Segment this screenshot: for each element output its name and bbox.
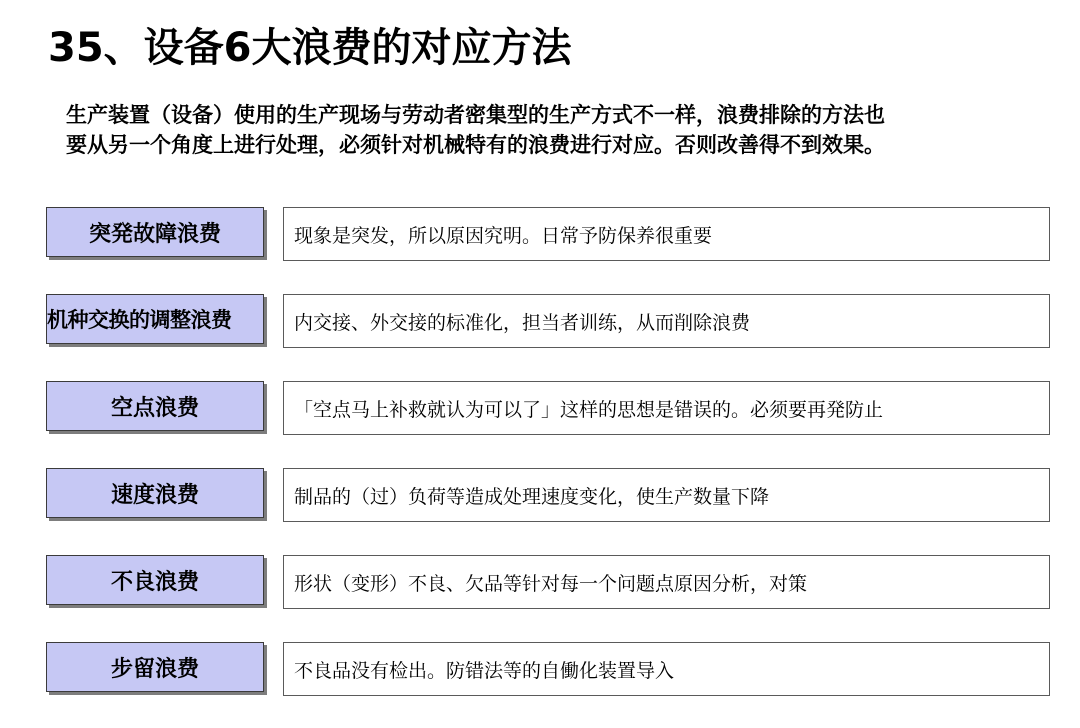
waste-row-1 — [0, 207, 1080, 261]
waste-desc-defect: 形状（变形）不良、欠品等针对每一个问题点原因分析，对策 — [283, 555, 1050, 609]
waste-desc-changeover: 内交接、外交接的标准化，担当者训练，从而削除浪费 — [283, 294, 1050, 348]
page-title: 35、设备6大浪费的对应方法 — [48, 25, 572, 71]
waste-label-idle-stop: 空点浪费 — [46, 381, 264, 431]
waste-row-5 — [0, 555, 1080, 609]
waste-label-defect: 不良浪费 — [46, 555, 264, 605]
waste-label-speed: 速度浪费 — [46, 468, 264, 518]
waste-row-2 — [0, 294, 1080, 348]
intro-line-1: 生产装置（设备）使用的生产现场与劳动者密集型的生产方式不一样，浪费排除的方法也 — [66, 103, 885, 127]
intro-paragraph — [66, 100, 1056, 160]
waste-row-6 — [0, 642, 1080, 696]
waste-desc-yield: 不良品没有检出。防错法等的自働化装置导入 — [283, 642, 1050, 696]
waste-row-3 — [0, 381, 1080, 435]
waste-desc-idle-stop: 「空点马上补救就认为可以了」这样的思想是错误的。必须要再発防止 — [283, 381, 1050, 435]
waste-label-sudden-failure: 突発故障浪费 — [46, 207, 264, 257]
waste-row-4 — [0, 468, 1080, 522]
waste-label-changeover: 机种交换的调整浪费 — [46, 294, 264, 344]
waste-label-yield: 步留浪费 — [46, 642, 264, 692]
waste-desc-sudden-failure: 现象是突发，所以原因究明。日常予防保养很重要 — [283, 207, 1050, 261]
waste-desc-speed: 制品的（过）负荷等造成处理速度变化，使生产数量下降 — [283, 468, 1050, 522]
intro-line-2: 要从另一个角度上进行处理，必须针对机械特有的浪费进行对应。否则改善得不到效果。 — [66, 133, 885, 157]
